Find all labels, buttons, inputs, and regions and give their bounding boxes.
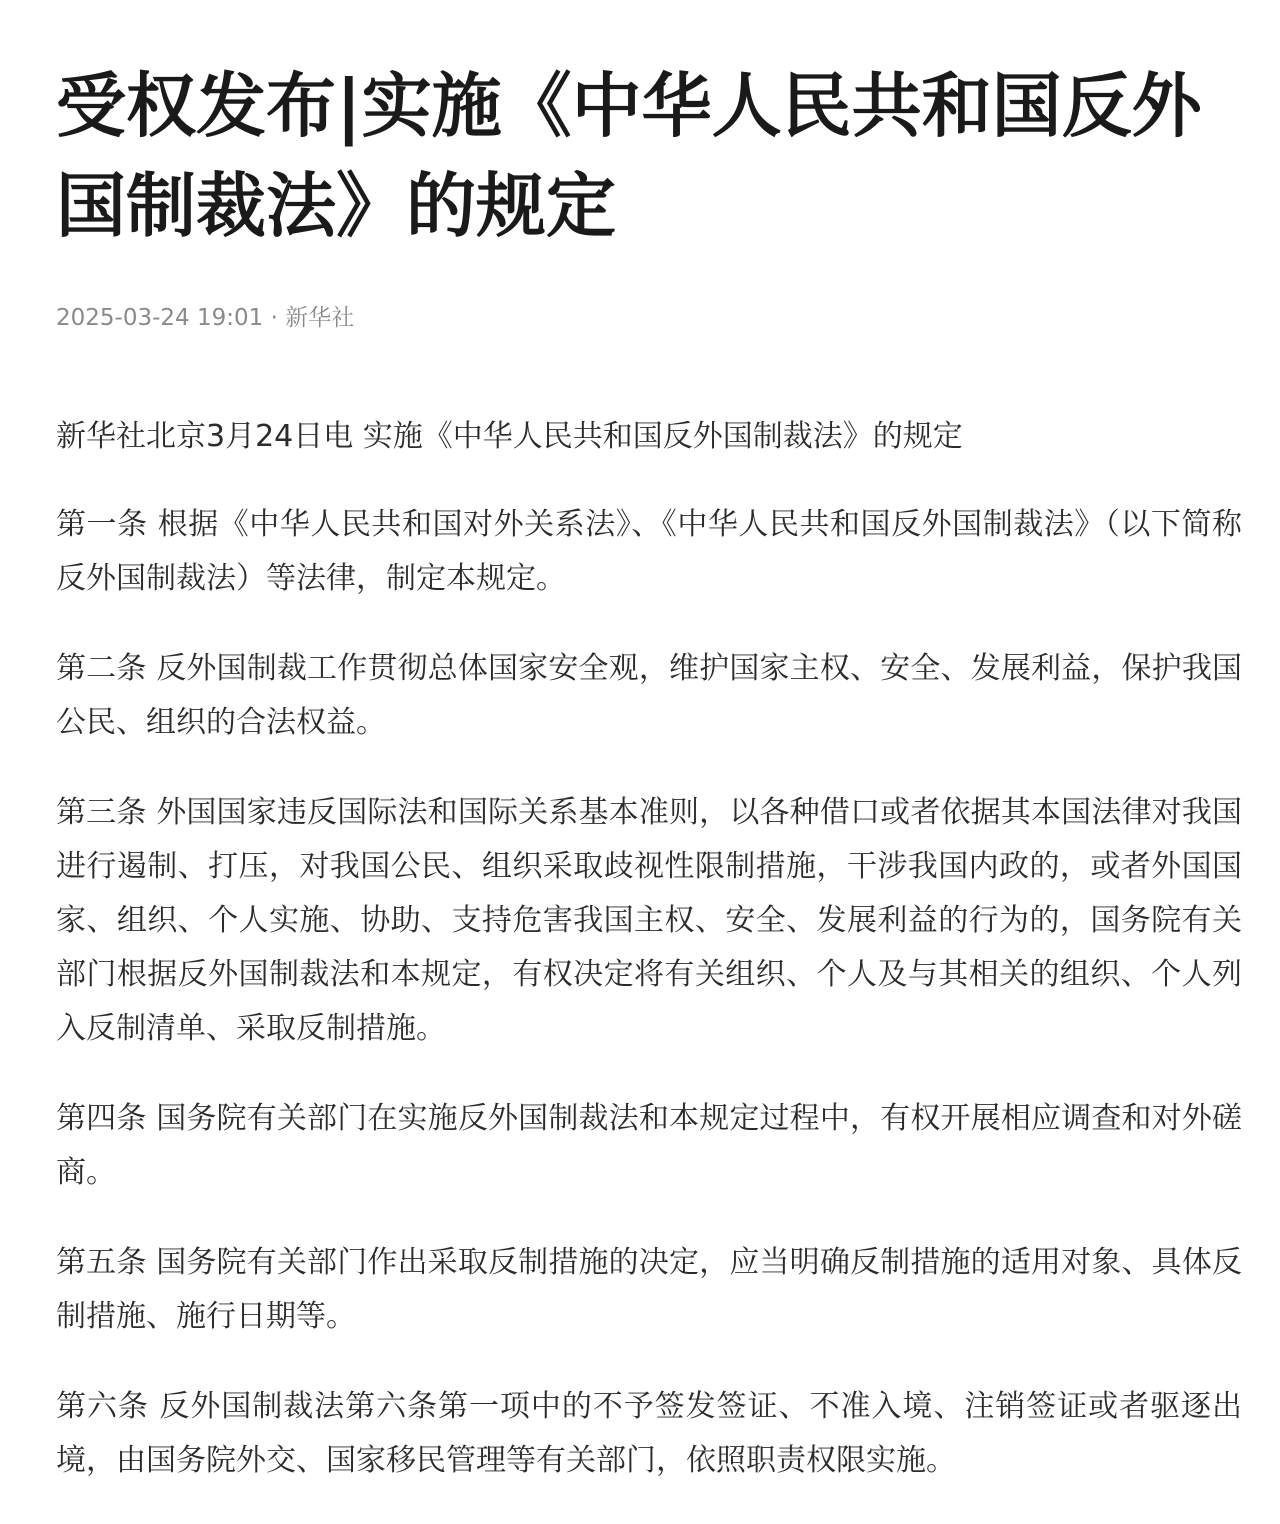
article-2-paragraph: 第二条 反外国制裁工作贯彻总体国家安全观，维护国家主权、安全、发展利益，保护我国公民、组织的合法权益。 xyxy=(56,651,1242,740)
article-3-paragraph: 第三条 外国国家违反国际法和国际关系基本准则，以各种借口或者依据其本国法律对我国进行遏制、打压，对我国公民、组织采取歧视性限制措施，干涉我国内政的，或者外国国家、组织、个人实施、协助、支持危害我国主权、安全、发展利益的行为的，国务院有关部门根据反外国制裁法和本规定，有权决定将有关组织、个人及与其相关的组织、个人列入反制清单、采取反制措施。 xyxy=(56,795,1242,1046)
article-meta xyxy=(56,302,1242,334)
source-name: 新华社 xyxy=(285,305,355,331)
publish-datetime: 2025-03-24 19:01 xyxy=(56,305,264,331)
meta-separator: · xyxy=(263,305,286,331)
article xyxy=(56,0,1242,1524)
article-6-paragraph: 第六条 反外国制裁法第六条第一项中的不予签发签证、不准入境、注销签证或者驱逐出境，由国务院外交、国家移民管理等有关部门，依照职责权限实施。 xyxy=(56,1389,1242,1478)
article-body xyxy=(56,410,1242,1488)
article-title: 受权发布|实施《中华人民共和国反外国制裁法》的规定 xyxy=(56,65,1202,247)
article-4-paragraph: 第四条 国务院有关部门在实施反外国制裁法和本规定过程中，有权开展相应调查和对外磋商。 xyxy=(56,1101,1242,1190)
dateline-paragraph: 新华社北京3月24日电 实施《中华人民共和国反外国制裁法》的规定 xyxy=(56,419,963,454)
article-1-paragraph: 第一条 根据《中华人民共和国对外关系法》、《中华人民共和国反外国制裁法》（以下简称反外国制裁法）等法律，制定本规定。 xyxy=(56,507,1242,596)
article-5-paragraph: 第五条 国务院有关部门作出采取反制措施的决定，应当明确反制措施的适用对象、具体反制措施、施行日期等。 xyxy=(56,1245,1242,1334)
